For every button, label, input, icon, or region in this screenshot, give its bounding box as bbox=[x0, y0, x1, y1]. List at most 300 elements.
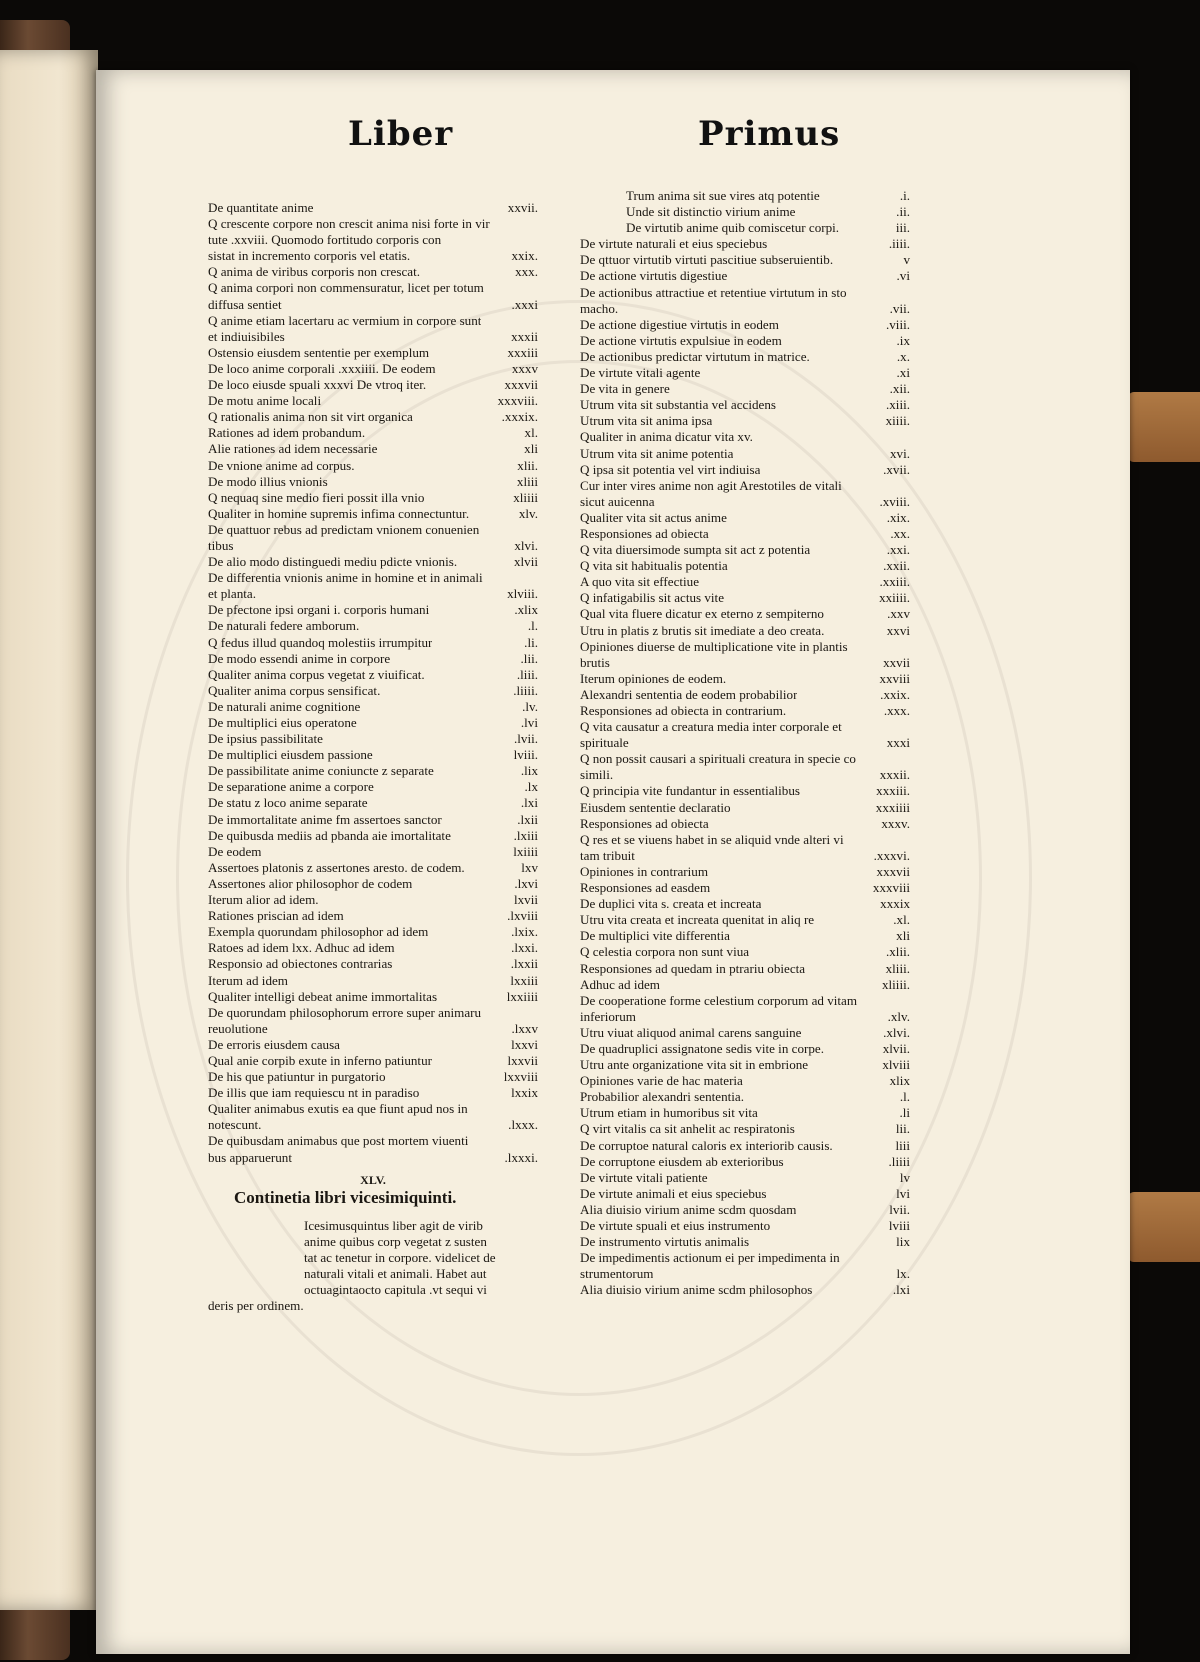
entry-title: Q res et se viuens habet in se aliquid vnde alteri vi bbox=[580, 831, 844, 847]
entry-title: De eodem bbox=[208, 843, 262, 859]
entry-number: xxix. bbox=[511, 248, 538, 264]
entry-number: .lvii. bbox=[513, 731, 538, 747]
entry-title: tibus bbox=[208, 537, 234, 553]
entry-number bbox=[534, 232, 538, 248]
toc-entry bbox=[580, 767, 910, 783]
entry-number: .lxxxi. bbox=[504, 1149, 538, 1165]
entry-number: lx. bbox=[896, 1266, 910, 1282]
entry-title: Assertoes platonis z assertones aresto. de codem. bbox=[208, 859, 465, 875]
chapter-summary bbox=[208, 1218, 538, 1315]
entry-title: Qualiter in anima dicatur vita xv. bbox=[580, 429, 753, 445]
entry-title: Alia diuisio virium anime scdm philosophos bbox=[580, 1282, 813, 1298]
entry-number: .x. bbox=[896, 348, 910, 364]
entry-title: De differentia vnionis anime in homine et in animali bbox=[208, 570, 483, 586]
toc-entry bbox=[580, 1121, 910, 1137]
entry-title: De statu z loco anime separate bbox=[208, 795, 368, 811]
entry-number bbox=[906, 993, 910, 1009]
entry-number: .lv. bbox=[522, 698, 538, 714]
toc-entry bbox=[208, 602, 538, 618]
entry-number: .li bbox=[899, 1105, 910, 1121]
toc-entry bbox=[580, 816, 910, 832]
toc-entry bbox=[580, 558, 910, 574]
toc-entry bbox=[580, 446, 910, 462]
toc-entry bbox=[208, 570, 538, 586]
entry-number: .xlv. bbox=[887, 1008, 910, 1024]
entry-number bbox=[906, 478, 910, 494]
entry-title: De separatione anime a corpore bbox=[208, 779, 374, 795]
toc-entry bbox=[208, 216, 538, 232]
entry-number: xxvii bbox=[883, 654, 910, 670]
toc-entry bbox=[208, 924, 538, 940]
running-head-left: Liber bbox=[348, 114, 454, 154]
toc-entry bbox=[208, 667, 538, 683]
entry-title: Ostensio eiusdem sententie per exemplum bbox=[208, 344, 430, 360]
entry-title: Q rationalis anima non sit virt organica bbox=[208, 409, 413, 425]
entry-title: Assertones alior philosophor de codem bbox=[208, 875, 413, 891]
entry-number: .lxvi bbox=[514, 875, 538, 891]
entry-title: De actione virtutis expulsiue in eodem bbox=[580, 332, 782, 348]
entry-number: lxxvi bbox=[511, 1036, 538, 1052]
toc-entry bbox=[580, 1170, 910, 1186]
entry-number: xlix bbox=[889, 1073, 910, 1089]
entry-title: Exempla quorundam philosophor ad idem bbox=[208, 924, 429, 940]
entry-title: De instrumento virtutis animalis bbox=[580, 1234, 750, 1250]
toc-entry bbox=[580, 397, 910, 413]
leather-strap-upper bbox=[1128, 392, 1200, 462]
entry-number bbox=[534, 216, 538, 232]
toc-entry bbox=[208, 393, 538, 409]
chapter-number: XLV. bbox=[360, 1172, 386, 1187]
entry-number: xxiiii. bbox=[879, 590, 910, 606]
entry-title: De motu anime locali bbox=[208, 393, 322, 409]
entry-title: De corruptoe natural caloris ex interiorib causis. bbox=[580, 1137, 833, 1153]
toc-entry bbox=[208, 361, 538, 377]
entry-title: Utru viuat aliquod animal carens sanguine bbox=[580, 1024, 802, 1040]
entry-number: .xxii. bbox=[883, 558, 910, 574]
entry-number: lxv bbox=[521, 859, 538, 875]
left-column bbox=[208, 200, 538, 1314]
entry-number: xxxii bbox=[511, 328, 538, 344]
toc-entry bbox=[580, 494, 910, 510]
entry-number: .lvi bbox=[520, 715, 538, 730]
toc-entry bbox=[580, 1154, 910, 1170]
entry-number bbox=[906, 429, 910, 445]
entry-title: De modo illius vnionis bbox=[208, 473, 328, 489]
toc-entry bbox=[208, 232, 538, 248]
entry-number: .xxiii. bbox=[879, 574, 910, 590]
entry-title: Rationes ad idem probandum. bbox=[208, 425, 366, 441]
entry-title: Q nequaq sine medio fieri possit illa vnio bbox=[208, 489, 425, 505]
entry-number: .xx. bbox=[890, 525, 910, 541]
entry-title: simili. bbox=[580, 767, 614, 783]
entry-title: Opiniones in contrarium bbox=[580, 863, 709, 879]
entry-number: .xxv bbox=[887, 606, 910, 622]
entry-number: .lii. bbox=[520, 650, 538, 666]
entry-number: xlii. bbox=[517, 457, 538, 473]
entry-number: lxxvii bbox=[507, 1052, 538, 1068]
entry-title: Alie rationes ad idem necessarie bbox=[208, 441, 378, 457]
entry-number: xxviii bbox=[879, 670, 910, 686]
toc-entry bbox=[580, 1202, 910, 1218]
entry-title: Ratoes ad idem lxx. Adhuc ad idem bbox=[208, 940, 395, 956]
entry-title: reuolutione bbox=[208, 1020, 268, 1036]
summary-line: naturali vitali et animali. Habet aut bbox=[304, 1266, 487, 1282]
entry-title: Q anima de viribus corporis non crescat. bbox=[208, 264, 420, 280]
toc-entry bbox=[208, 828, 538, 844]
toc-entry bbox=[580, 1025, 910, 1041]
entry-title: De multiplici vite differentia bbox=[580, 928, 730, 944]
toc-entry bbox=[208, 425, 538, 441]
toc-entry bbox=[580, 413, 910, 429]
toc-entry bbox=[580, 880, 910, 896]
entry-title: Opiniones diuerse de multiplicatione vite in plantis bbox=[580, 638, 848, 654]
entry-title: Eiusdem sententie declaratio bbox=[580, 799, 731, 815]
entry-title: Q celestia corpora non sunt viua bbox=[580, 944, 750, 960]
toc-entry bbox=[580, 606, 910, 622]
entry-title: Iterum alior ad idem. bbox=[208, 892, 319, 908]
entry-number bbox=[534, 280, 538, 296]
entry-number: lviii. bbox=[513, 747, 538, 763]
toc-entry bbox=[580, 928, 910, 944]
toc-entry bbox=[208, 973, 538, 989]
entry-number: .liiii. bbox=[513, 682, 538, 698]
entry-title: Q ipsa sit potentia vel virt indiuisa bbox=[580, 461, 761, 477]
toc-entry bbox=[580, 526, 910, 542]
entry-title: De virtute animali et eius speciebus bbox=[580, 1185, 767, 1201]
entry-title: De virtute vitali agente bbox=[580, 365, 701, 381]
toc-entry bbox=[208, 1133, 538, 1149]
entry-title: De quattuor rebus ad predictam vnionem conuenien bbox=[208, 521, 480, 537]
entry-number: xlvi. bbox=[514, 537, 538, 553]
toc-entry bbox=[208, 248, 538, 264]
entry-number: lxxviii bbox=[503, 1069, 538, 1085]
entry-title: De immortalitate anime fm assertoes sanctor bbox=[208, 811, 442, 827]
entry-number: .xl. bbox=[893, 912, 910, 928]
entry-title: Q vita diuersimode sumpta sit act z potentia bbox=[580, 542, 811, 558]
toc-entry bbox=[580, 349, 910, 365]
entry-number: .li. bbox=[524, 634, 538, 650]
entry-number: xxxv. bbox=[881, 815, 910, 831]
entry-number: .xii. bbox=[889, 381, 910, 397]
entry-title: De duplici vita s. creata et increata bbox=[580, 896, 762, 912]
summary-line: anime quibus corp vegetat z susten bbox=[304, 1233, 487, 1249]
facing-page-edge bbox=[0, 50, 98, 1610]
entry-title: Utrum vita sit anima ipsa bbox=[580, 413, 713, 429]
toc-entry bbox=[580, 301, 910, 317]
entry-title: De modo essendi anime in corpore bbox=[208, 650, 391, 666]
toc-entry bbox=[580, 1250, 910, 1266]
entry-number: .lxiii bbox=[513, 827, 538, 843]
toc-entry bbox=[580, 751, 910, 767]
toc-entry bbox=[580, 1282, 910, 1298]
entry-title: De vita in genere bbox=[580, 381, 670, 397]
toc-entry bbox=[580, 381, 910, 397]
entry-number: .lxviii bbox=[507, 908, 538, 924]
entry-number: xxvii. bbox=[507, 200, 538, 215]
entry-title: De cooperatione forme celestium corporum ad vitam bbox=[580, 992, 858, 1008]
toc-entry bbox=[208, 458, 538, 474]
entry-number: lix bbox=[896, 1234, 910, 1250]
toc-entry bbox=[208, 683, 538, 699]
toc-entry bbox=[208, 779, 538, 795]
entry-title: Q anima corpori non commensuratur, licet per totum bbox=[208, 280, 484, 296]
toc-entry bbox=[208, 699, 538, 715]
entry-number: xli bbox=[524, 441, 538, 457]
toc-entry bbox=[208, 1037, 538, 1053]
entry-title: A quo vita sit effectiue bbox=[580, 574, 700, 590]
entry-number: .xviii. bbox=[879, 493, 910, 509]
entry-number: xliiii bbox=[513, 489, 538, 505]
toc-entry bbox=[208, 1117, 538, 1133]
entry-title: Iterum ad idem bbox=[208, 972, 288, 988]
entry-number: lxiiii bbox=[513, 843, 538, 859]
entry-title: Unde sit distinctio virium anime bbox=[626, 204, 796, 220]
entry-number: .xxx. bbox=[883, 703, 910, 718]
toc-entry bbox=[208, 860, 538, 876]
entry-title: Utrum vita sit substantia vel accidens bbox=[580, 397, 776, 413]
toc-entry bbox=[208, 715, 538, 731]
entry-title: De naturali federe amborum. bbox=[208, 618, 360, 634]
entry-title: Q infatigabilis sit actus vite bbox=[580, 590, 725, 606]
entry-title: De multiplici eius operatone bbox=[208, 715, 357, 730]
entry-title: et planta. bbox=[208, 586, 256, 602]
entry-number: xxvi bbox=[886, 622, 910, 638]
right-entry-list bbox=[580, 188, 910, 1298]
toc-entry bbox=[208, 200, 538, 216]
entry-title: sistat in incremento corporis vel etatis. bbox=[208, 248, 411, 264]
toc-entry bbox=[580, 800, 910, 816]
toc-entry bbox=[580, 623, 910, 639]
entry-number: xiiii. bbox=[885, 413, 910, 429]
toc-entry bbox=[580, 236, 910, 252]
entry-number: xxxix bbox=[880, 896, 910, 912]
entry-number bbox=[534, 1133, 538, 1149]
entry-number: xliiii. bbox=[881, 976, 910, 992]
entry-title: De corruptone eiusdem ab exterioribus bbox=[580, 1153, 784, 1169]
toc-entry bbox=[580, 832, 910, 848]
entry-number: lviii bbox=[888, 1218, 910, 1233]
entry-number: .xix. bbox=[886, 509, 910, 525]
entry-title: Q virt vitalis ca sit anhelit ac respiratonis bbox=[580, 1121, 795, 1137]
entry-title: Qualiter anima corpus vegetat z viuificat. bbox=[208, 666, 425, 682]
book-page bbox=[96, 70, 1130, 1654]
toc-entry bbox=[208, 377, 538, 393]
toc-entry bbox=[580, 1009, 910, 1025]
toc-entry bbox=[580, 864, 910, 880]
entry-number: xxxi bbox=[886, 735, 910, 751]
entry-title: De loco eiusde spuali xxxvi De vtroq iter. bbox=[208, 377, 427, 393]
toc-entry bbox=[208, 264, 538, 280]
entry-title: De pfectone ipsi organi i. corporis humani bbox=[208, 602, 430, 618]
entry-title: brutis bbox=[580, 654, 610, 670]
toc-entry bbox=[580, 655, 910, 671]
toc-entry bbox=[580, 912, 910, 928]
toc-entry bbox=[208, 940, 538, 956]
toc-entry bbox=[580, 220, 910, 236]
toc-entry bbox=[580, 1234, 910, 1250]
summary-line: Icesimusquintus liber agit de virib bbox=[304, 1217, 483, 1233]
entry-title: De quadruplici assignatone sedis vite in corpe. bbox=[580, 1040, 824, 1056]
entry-number: xxxiii bbox=[507, 344, 538, 360]
entry-title: Trum anima sit sue vires atq potentie bbox=[626, 188, 820, 203]
toc-entry bbox=[208, 474, 538, 490]
entry-number: lvi bbox=[896, 1185, 910, 1201]
toc-entry bbox=[580, 429, 910, 445]
entry-number: xlviii. bbox=[507, 586, 538, 602]
entry-number: lvii. bbox=[889, 1201, 910, 1217]
entry-number: .xxix. bbox=[880, 686, 910, 702]
entry-number: .liiii bbox=[888, 1153, 910, 1169]
entry-title: Responsio ad obiectones contrarias bbox=[208, 956, 393, 972]
entry-title: De virtute vitali patiente bbox=[580, 1169, 708, 1185]
entry-title: sicut auicenna bbox=[580, 493, 655, 509]
toc-entry bbox=[580, 317, 910, 333]
entry-number: .viii. bbox=[885, 316, 910, 332]
summary-line-last: deris per ordinem. bbox=[208, 1298, 304, 1314]
continentia-heading: Continetia libri vicesimiquinti. bbox=[234, 1187, 457, 1207]
entry-number: xl. bbox=[524, 425, 538, 441]
entry-title: tute .xxviii. Quomodo fortitudo corporis con bbox=[208, 232, 442, 248]
entry-title: De vnione anime ad corpus. bbox=[208, 457, 355, 473]
entry-number: .lxxi. bbox=[511, 940, 538, 956]
entry-title: De quibusdam animabus que post mortem viuenti bbox=[208, 1133, 469, 1149]
entry-title: De actionibus predictar virtutum in matrice. bbox=[580, 348, 810, 364]
toc-entry bbox=[208, 1021, 538, 1037]
entry-number: lxxiii bbox=[510, 972, 538, 988]
entry-number: iii. bbox=[895, 220, 910, 236]
entry-number: lxvii bbox=[513, 892, 538, 908]
toc-entry bbox=[580, 542, 910, 558]
entry-title: Utru ante organizatione vita sit in embrione bbox=[580, 1057, 809, 1073]
entry-number: xlvii. bbox=[882, 1040, 910, 1056]
entry-title: Adhuc ad idem bbox=[580, 976, 660, 992]
entry-number: .lxxx. bbox=[508, 1117, 538, 1133]
entry-title: De quantitate anime bbox=[208, 200, 314, 215]
entry-title: Q vita causatur a creatura media inter corporale et bbox=[580, 719, 842, 735]
entry-title: De illis que iam requiescu nt in paradiso bbox=[208, 1085, 420, 1101]
left-entry-list bbox=[208, 200, 538, 1166]
entry-number: xlviii bbox=[882, 1057, 910, 1073]
toc-entry bbox=[580, 961, 910, 977]
entry-number: xxx. bbox=[515, 264, 538, 280]
entry-number: .xxi. bbox=[886, 542, 910, 558]
entry-title: et indiuisibiles bbox=[208, 328, 285, 344]
toc-entry bbox=[208, 876, 538, 892]
entry-number: lxxiiii bbox=[506, 988, 538, 1004]
toc-entry bbox=[580, 944, 910, 960]
entry-number bbox=[906, 285, 910, 301]
entry-number: xxxvii bbox=[504, 377, 538, 393]
entry-number: .lxi bbox=[892, 1282, 910, 1298]
toc-entry bbox=[580, 252, 910, 268]
entry-title: De erroris eiusdem causa bbox=[208, 1036, 340, 1052]
entry-number: xlv. bbox=[518, 505, 538, 521]
toc-entry bbox=[580, 848, 910, 864]
entry-number bbox=[534, 1101, 538, 1117]
toc-entry bbox=[208, 956, 538, 972]
entry-number: liii bbox=[895, 1137, 910, 1153]
entry-title: Q principia vite fundantur in essentialibus bbox=[580, 783, 800, 799]
entry-number bbox=[906, 1250, 910, 1266]
entry-number: .ii. bbox=[896, 204, 910, 220]
toc-entry bbox=[580, 188, 910, 204]
toc-entry bbox=[580, 671, 910, 687]
toc-entry bbox=[208, 1101, 538, 1117]
entry-title: De virtutib anime quib comiscetur corpi. bbox=[626, 220, 840, 236]
entry-title: Responsiones ad quedam in ptrariu obiecta bbox=[580, 960, 806, 976]
toc-entry bbox=[208, 297, 538, 313]
toc-entry bbox=[208, 329, 538, 345]
entry-number: .lxxii bbox=[510, 956, 538, 972]
entry-title: Responsiones ad obiecta in contrarium. bbox=[580, 703, 787, 718]
entry-title: Qualiter animabus exutis ea que fiunt apud nos in bbox=[208, 1101, 468, 1117]
entry-title: De naturali anime cognitione bbox=[208, 698, 361, 714]
entry-number bbox=[534, 522, 538, 538]
entry-number: .lxii bbox=[517, 811, 538, 827]
entry-title: Cur inter vires anime non agit Arestotiles de vitali bbox=[580, 477, 842, 493]
toc-entry bbox=[580, 333, 910, 349]
entry-title: De quibusda mediis ad pbanda aie imortalitate bbox=[208, 827, 451, 843]
entry-number bbox=[906, 639, 910, 655]
entry-title: De virtute naturali et eius speciebus bbox=[580, 236, 768, 252]
entry-title: De loco anime corporali .xxxiiii. De eodem bbox=[208, 360, 436, 376]
toc-entry bbox=[208, 892, 538, 908]
toc-entry bbox=[580, 1041, 910, 1057]
entry-title: Q fedus illud quandoq molestiis irrumpitur bbox=[208, 634, 433, 650]
entry-number: xxxiii. bbox=[876, 783, 910, 799]
entry-title: diffusa sentiet bbox=[208, 296, 282, 312]
entry-number: xliii bbox=[516, 473, 538, 489]
entry-title: Utrum vita sit anime potentia bbox=[580, 445, 734, 461]
toc-entry bbox=[208, 586, 538, 602]
entry-number: lii. bbox=[895, 1121, 910, 1137]
entry-number: xxxv bbox=[511, 360, 538, 376]
entry-number: .vii. bbox=[889, 300, 910, 316]
entry-number: xvi. bbox=[889, 445, 910, 461]
toc-entry bbox=[208, 409, 538, 425]
entry-number: .i. bbox=[899, 188, 910, 203]
toc-entry bbox=[580, 783, 910, 799]
entry-number: xxxiiii bbox=[875, 799, 910, 815]
entry-title: Qual vita fluere dicatur ex eterno z sempiterno bbox=[580, 606, 824, 622]
entry-number: xlvii bbox=[513, 554, 538, 570]
toc-entry bbox=[580, 1138, 910, 1154]
toc-entry bbox=[580, 1105, 910, 1121]
entry-title: Responsiones ad obiecta bbox=[580, 815, 709, 831]
toc-entry bbox=[580, 510, 910, 526]
toc-entry bbox=[580, 462, 910, 478]
entry-number: .lx bbox=[524, 779, 538, 795]
toc-entry bbox=[208, 635, 538, 651]
entry-number: .ix bbox=[896, 332, 910, 348]
entry-title: Q crescente corpore non crescit anima nisi forte in vir bbox=[208, 216, 490, 232]
toc-entry bbox=[208, 441, 538, 457]
toc-entry bbox=[208, 1053, 538, 1069]
toc-entry bbox=[580, 687, 910, 703]
entry-title: De alio modo distinguedi mediu pdicte vnionis. bbox=[208, 554, 458, 570]
entry-number: xliii. bbox=[885, 960, 910, 976]
toc-entry bbox=[208, 651, 538, 667]
toc-entry bbox=[580, 268, 910, 284]
toc-entry bbox=[208, 345, 538, 361]
toc-entry bbox=[208, 490, 538, 506]
entry-title: De ipsius passibilitate bbox=[208, 731, 323, 747]
entry-number: .lxxv bbox=[511, 1020, 538, 1036]
entry-title: De quorundam philosophorum errore super animaru bbox=[208, 1004, 482, 1020]
toc-entry bbox=[580, 1057, 910, 1073]
entry-title: Utru vita creata et increata quenitat in aliq re bbox=[580, 912, 815, 928]
toc-entry bbox=[580, 204, 910, 220]
